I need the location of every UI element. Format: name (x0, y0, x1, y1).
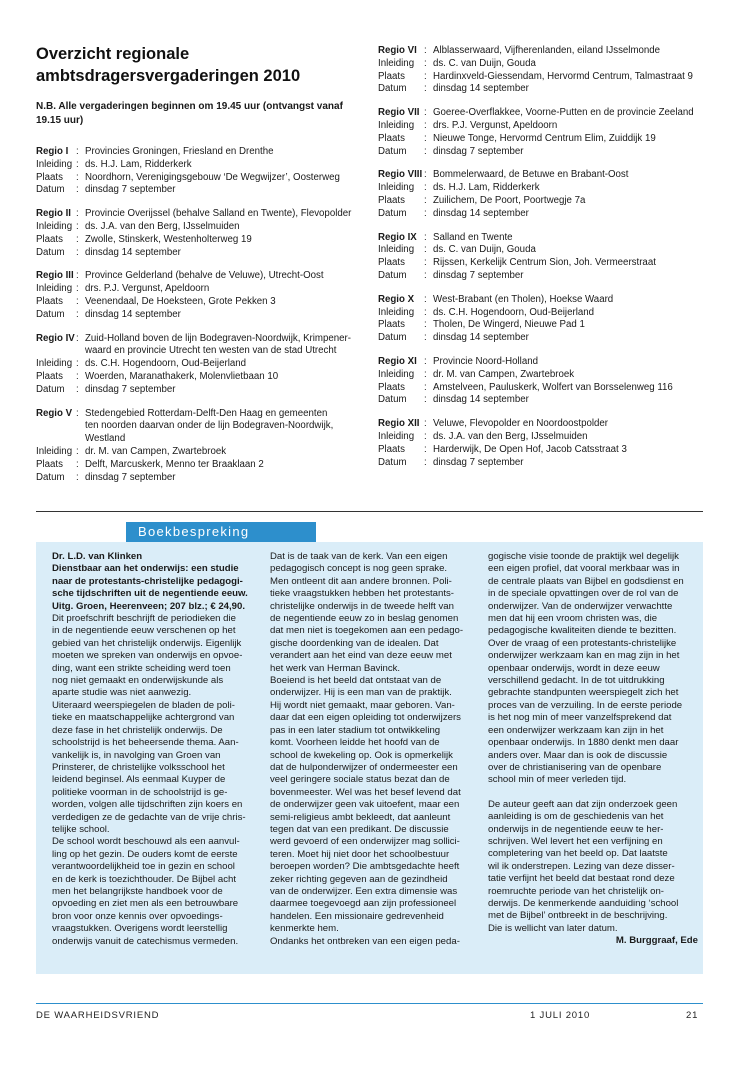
region-detail-row (36, 459, 364, 472)
region-label: Inleiding (378, 244, 415, 256)
region-detail-row (378, 444, 708, 457)
region-detail-row (378, 382, 708, 395)
region-detail-row (378, 457, 708, 470)
region-label: Plaats (378, 257, 405, 269)
region-detail-row (378, 182, 708, 195)
colon-separator: : (424, 207, 427, 219)
region-detail-row (36, 221, 364, 234)
region-label: Datum (36, 184, 65, 196)
region-value: Noordhorn, Verenigingsgebouw ‘De Wegwijzer’, Oosterweg (85, 171, 340, 183)
colon-separator: : (424, 319, 427, 331)
region-detail-row (378, 394, 708, 407)
colon-separator: : (76, 458, 79, 470)
review-signature: M. Burggraaf, Ede (615, 935, 698, 947)
region-label: Inleiding (378, 182, 415, 194)
colon-separator: : (424, 107, 427, 119)
colon-separator: : (424, 83, 427, 95)
region-detail-row (378, 208, 708, 221)
region-value: Amstelveen, Pauluskerk, Wolfert van Borsselenweg 116 (433, 381, 673, 393)
colon-separator: : (76, 383, 79, 395)
colon-separator: : (76, 171, 79, 183)
colon-separator: : (424, 430, 427, 442)
region-block (36, 146, 364, 197)
region-value: Zuilichem, De Poort, Poortwegje 7a (433, 194, 586, 206)
region-value: ds. C.H. Hogendoorn, Oud-Beijerland (433, 306, 595, 318)
colon-separator: : (424, 394, 427, 406)
region-label: Plaats (378, 381, 405, 393)
regions-right-column (378, 45, 708, 480)
region-value: ds. J.A. van den Berg, IJsselmuiden (85, 220, 240, 232)
region-value: Tholen, De Wingerd, Nieuwe Pad 1 (433, 319, 585, 331)
region-label: Regio VI (378, 45, 417, 56)
region-label: Plaats (36, 458, 63, 470)
region-label: Datum (378, 83, 407, 95)
colon-separator: : (76, 270, 79, 282)
region-value: ds. C.H. Hogendoorn, Oud-Beijerland (85, 358, 247, 370)
region-detail-row (36, 371, 364, 384)
region-value: Rijssen, Kerkelijk Centrum Sion, Joh. Vermeerstraat (433, 257, 656, 269)
region-detail-row (378, 431, 708, 444)
footer-publication: DE WAARHEIDSVRIEND (36, 1010, 160, 1021)
region-value: dinsdag 14 september (433, 83, 529, 95)
region-label: Plaats (378, 132, 405, 144)
region-label: Datum (378, 456, 407, 468)
region-label: Inleiding (378, 306, 415, 318)
region-detail-row (36, 309, 364, 322)
region-label: Inleiding (36, 220, 73, 232)
region-block (378, 356, 708, 407)
region-detail-row (378, 58, 708, 71)
review-text-3b: De auteur geeft aan dat zijn onderzoek geen aanleiding is om de geschiedenis van het onderwijs in de negentiende eeuw te her- schrijven. Wel levert het een verfijning en completering van het beeld op. Dat laatste wil ik onderstrepen. Lezing van deze disser- tatie verfijnt het beeld dat bestaat rond deze roemruchte periode van het christelijk on- derwijs. De kenmerkende aanduiding ‘school met de Bijbel’ ontbreekt in de beschrijving. Die is wellicht van later datum. (488, 798, 679, 934)
region-block (36, 408, 364, 485)
region-detail-row (36, 283, 364, 296)
region-block (378, 45, 708, 96)
region-label: Plaats (378, 443, 405, 455)
region-label: Inleiding (36, 158, 73, 170)
colon-separator: : (424, 132, 427, 144)
colon-separator: : (76, 295, 79, 307)
colon-separator: : (424, 145, 427, 157)
region-value: dinsdag 14 september (85, 246, 181, 258)
page-title: Overzicht regionale ambtsdragersvergaderingen 2010 (36, 45, 301, 85)
region-value: Delft, Marcuskerk, Menno ter Braaklaan 2 (85, 458, 264, 470)
footer-rule (36, 1003, 703, 1004)
region-detail-row (378, 319, 708, 332)
meeting-time-note: N.B. Alle vergaderingen beginnen om 19.45 uur (ontvangst vanaf 19.15 uur) (36, 101, 343, 126)
region-detail-row (378, 244, 708, 257)
region-label: Regio IV (36, 332, 75, 344)
region-label: Regio III (36, 270, 74, 282)
region-label: Plaats (36, 295, 63, 307)
region-detail-row (378, 270, 708, 283)
footer-date: 1 JULI 2010 (530, 1010, 591, 1021)
colon-separator: : (424, 194, 427, 206)
region-value: Veluwe, Flevopolder en Noordoostpolder (433, 418, 609, 430)
region-label: Inleiding (378, 119, 415, 131)
colon-separator: : (76, 158, 79, 170)
colon-separator: : (424, 182, 427, 194)
region-label: Datum (378, 332, 407, 344)
colon-separator: : (76, 471, 79, 483)
region-label: Plaats (36, 370, 63, 382)
region-value: dinsdag 7 september (433, 456, 524, 468)
region-value: dinsdag 7 september (433, 269, 524, 281)
region-label: Datum (36, 246, 65, 258)
region-value: ds. C. van Duijn, Gouda (433, 244, 536, 256)
region-detail-row (36, 384, 364, 397)
region-value: Hardinxveld-Giessendam, Hervormd Centrum, Talmastraat 9 (433, 70, 693, 82)
regions-left-column (36, 146, 364, 495)
region-block (378, 232, 708, 283)
region-detail-row (378, 133, 708, 146)
region-label: Datum (378, 269, 407, 281)
review-text-2: Dat is de taak van de kerk. Van een eigen pedagogisch concept is nog geen sprake. Men ontleent dit aan andere bronnen. Poli- tieke vraagstukken hebben het protestants- christelijke onderwijs in de tweede helft van de negentiende eeuw zo in beslag genomen dat men niet is toegekomen aan een pedago- gische doordenking van de idealen. Dat verandert aan het eind van deze eeuw met het werk van Herman Bavinck. Boeiend is het beeld dat ontstaat van de onderwijzer. Hij is een man van de praktijk. Hij wordt niet gemaakt, maar geboren. Van- daar dat een eigen opleiding tot onderwijzers pas in een later stadium tot ontwikkeling komt. Voorheen leidde het hoofd van de school de kwekeling op. Ook is opmerkelijk dat de hulponderwijzer of ondermeester een veel geringere sociale status bezat dan de bovenmeester. Wel was het besef levend dat de onderwijzer geen vak uitoefent, maar een semi-religieus ambt bekleedt, dat aanleunt tegen dat van een predikant. De discussie werd gevoerd of een onderwijzer mag sollici- teren. Moet hij niet door het schoolbestuur beroepen worden? Die ambtsgedachte heeft zeker richting gegeven aan de gezindheid van de onderwijzer. Een extra dimensie was daarmee toegevoegd aan zijn professioneel handelen. Een missionaire gedrevenheid kenmerkte hem. Ondanks het ontbreken van een eigen peda- (270, 551, 464, 947)
footer-page-number: 21 (686, 1010, 699, 1021)
region-label: Inleiding (378, 368, 415, 380)
region-value: ds. H.J. Lam, Ridderkerk (85, 158, 192, 170)
region-value: Alblasserwaard, Vijfherenlanden, eiland IJsselmonde (433, 45, 661, 56)
review-heading: Boekbespreking (126, 522, 316, 542)
region-value: Harderwijk, De Open Hof, Jacob Catsstraat 3 (433, 443, 627, 455)
region-value: dinsdag 7 september (85, 184, 176, 196)
colon-separator: : (424, 231, 427, 243)
region-value: Zuid-Holland boven de lijn Bodegraven-Noordwijk, Krimpener- waard en provincie Utrecht ten westen van de stad Utrecht (85, 332, 351, 357)
region-value: Goeree-Overflakkee, Voorne-Putten en de provincie Zeeland (433, 107, 694, 119)
review-book-info: Dr. L.D. van Klinken Dienstbaar aan het onderwijs: een studie naar de protestants-christelijke pedagogi- sche tijdschriften uit de negentiende eeuw. Uitg. Groen, Heerenveen; 207 blz.; € 24,90. (52, 551, 248, 612)
region-name-row (36, 270, 364, 283)
region-value: ds. J.A. van den Berg, IJsselmuiden (433, 430, 588, 442)
colon-separator: : (76, 358, 79, 370)
region-label: Inleiding (378, 57, 415, 69)
region-label: Plaats (378, 194, 405, 206)
region-label: Regio XII (378, 418, 420, 430)
region-label: Inleiding (36, 445, 73, 457)
colon-separator: : (424, 269, 427, 281)
region-name-row (378, 107, 708, 120)
region-value: Nieuwe Tonge, Hervormd Centrum Elim, Zuiddijk 19 (433, 132, 656, 144)
colon-separator: : (424, 456, 427, 468)
region-value: dinsdag 7 september (433, 145, 524, 157)
region-value: Province Gelderland (behalve de Veluwe), Utrecht-Oost (85, 270, 324, 282)
region-detail-row (36, 358, 364, 371)
colon-separator: : (76, 370, 79, 382)
region-value: Zwolle, Stinskerk, Westenholterweg 19 (85, 233, 252, 245)
colon-separator: : (424, 169, 427, 181)
region-label: Regio VIII (378, 169, 423, 181)
colon-separator: : (424, 368, 427, 380)
region-value: dinsdag 7 september (85, 471, 176, 483)
region-detail-row (36, 247, 364, 260)
region-detail-row (378, 120, 708, 133)
review-column-1 (52, 551, 262, 948)
region-name-row (378, 294, 708, 307)
region-label: Plaats (378, 70, 405, 82)
colon-separator: : (76, 233, 79, 245)
region-detail-row (36, 472, 364, 485)
region-detail-row (36, 172, 364, 185)
region-value: Provincie Noord-Holland (433, 355, 538, 367)
region-block (378, 107, 708, 158)
region-block (378, 169, 708, 220)
colon-separator: : (424, 244, 427, 256)
colon-separator: : (76, 445, 79, 457)
region-label: Datum (378, 394, 407, 406)
region-value: drs. P.J. Vergunst, Apeldoorn (85, 283, 210, 295)
region-name-row (378, 45, 708, 58)
region-value: Woerden, Maranathakerk, Molenvlietbaan 10 (85, 370, 279, 382)
region-detail-row (36, 159, 364, 172)
region-label: Regio I (36, 146, 69, 157)
region-label: Plaats (36, 233, 63, 245)
colon-separator: : (76, 283, 79, 295)
region-value: Provincie Overijssel (behalve Salland en Twente), Flevopolder (85, 208, 352, 220)
region-label: Regio VII (378, 107, 420, 119)
region-block (378, 418, 708, 469)
region-value: West-Brabant (en Tholen), Hoekse Waard (433, 293, 614, 305)
region-value: dr. M. van Campen, Zwartebroek (85, 445, 227, 457)
region-detail-row (36, 184, 364, 197)
region-label: Datum (378, 207, 407, 219)
colon-separator: : (424, 443, 427, 455)
region-label: Datum (36, 471, 65, 483)
region-value: dinsdag 14 september (433, 207, 529, 219)
region-name-row (378, 232, 708, 245)
region-name-row (378, 418, 708, 431)
region-name-row (378, 169, 708, 182)
region-value: dr. M. van Campen, Zwartebroek (433, 368, 575, 380)
region-label: Regio II (36, 208, 71, 220)
region-value: dinsdag 14 september (433, 394, 529, 406)
region-detail-row (378, 257, 708, 270)
region-name-row (36, 208, 364, 221)
region-label: Inleiding (36, 358, 73, 370)
colon-separator: : (424, 306, 427, 318)
colon-separator: : (76, 407, 79, 419)
region-block (36, 270, 364, 321)
colon-separator: : (424, 355, 427, 367)
colon-separator: : (76, 208, 79, 220)
colon-separator: : (424, 381, 427, 393)
colon-separator: : (76, 220, 79, 232)
colon-separator: : (76, 332, 79, 344)
region-label: Datum (36, 308, 65, 320)
colon-separator: : (424, 332, 427, 344)
review-column-2 (270, 551, 480, 948)
region-value: dinsdag 7 september (85, 383, 176, 395)
region-label: Inleiding (378, 430, 415, 442)
region-detail-row (378, 83, 708, 96)
region-value: dinsdag 14 september (85, 308, 181, 320)
review-column-3 (488, 551, 698, 948)
region-name-row (36, 146, 364, 159)
region-value: Veenendaal, De Hoeksteen, Grote Pekken 3 (85, 295, 276, 307)
region-detail-row (378, 195, 708, 208)
region-detail-row (378, 307, 708, 320)
colon-separator: : (76, 246, 79, 258)
region-value: ds. H.J. Lam, Ridderkerk (433, 182, 540, 194)
region-label: Datum (378, 145, 407, 157)
region-label: Regio X (378, 293, 415, 305)
region-block (36, 208, 364, 259)
region-label: Plaats (36, 171, 63, 183)
region-label: Regio XI (378, 355, 417, 367)
colon-separator: : (424, 45, 427, 56)
colon-separator: : (424, 70, 427, 82)
region-value: Bommelerwaard, de Betuwe en Brabant-Oost (433, 169, 629, 181)
colon-separator: : (424, 119, 427, 131)
region-label: Regio V (36, 407, 73, 419)
colon-separator: : (76, 308, 79, 320)
region-detail-row (378, 146, 708, 159)
region-value: Salland en Twente (433, 231, 513, 243)
colon-separator: : (424, 293, 427, 305)
region-block (36, 333, 364, 397)
region-block (378, 294, 708, 345)
region-detail-row (378, 71, 708, 84)
region-value: Provincies Groningen, Friesland en Drenthe (85, 146, 274, 157)
colon-separator: : (76, 184, 79, 196)
region-name-row (36, 408, 364, 446)
review-text-3a: gogische visie toonde de praktijk wel degelijk een eigen profiel, dat vooral merkbaar was in de centrale plaats van Bijbel en godsdienst en in de speciale opvattingen over de rol van de onderwijzer. Van de onderwijzer verwachtte men dat hij een vroom christen was, die pedagogische kwaliteiten diende te bezitten. Over de vraag of een protestants-christelijke onderwijzer werkzaam kan en mag zijn in het openbaar onderwijs, wordt in deze eeuw verschillend gedacht. In de tot uitdrukking gebrachte standpunten weerspiegelt zich het proces van de verzuiling. In de eerste periode is het nog min of meer vanzelfsprekend dat een onderwijzer werkzaam kan zijn in het openbaar onderwijs. In 1880 denkt men daar anders over. Maar dan is ook de discussie over de christianisering van de openbare school min of meer verleden tijd. (488, 551, 684, 786)
region-label: Inleiding (36, 283, 73, 295)
region-label: Plaats (378, 319, 405, 331)
colon-separator: : (424, 257, 427, 269)
region-name-row (378, 356, 708, 369)
region-label: Datum (36, 383, 65, 395)
region-name-row (36, 333, 364, 359)
colon-separator: : (424, 57, 427, 69)
review-text-1: Dit proefschrift beschrijft de periodieken die in de negentiende eeuw verschenen op het gebied van het christelijk onderwijs. Eigenlijk moeten we spreken van onderwijs en opvoe- ding, want een strikte scheiding werd toen nog niet gemaakt en onderwijskunde als aparte studie was niet aanwezig. Uiteraard weerspiegelen de bladen de poli- tieke en maatschappelijke achtergrond van deze fase in het christelijk onderwijs. De schoolstrijd is het beheersende thema. Aan- vankelijk is, in navolging van Groen van Prinsterer, de christelijke volksschool het leidend beginsel. Als eenmaal Kuyper de politieke voorman in de schoolstrijd is ge- worden, volgen alle tijdschriften zijn koers en verdedigen ze de gedachte van de vrije chris- telijke school. De school wordt beschouwd als een aanvul- ling op het gezin. De ouders komt de eerste verantwoordelijkheid toe in gezin en school en de kerk is toezichthouder. De Bijbel acht men het belangrijkste handboek voor de opvoeding en ziet men als een betrouwbare bron voor onze kennis over opvoedings- vraagstukken. Overigens wordt leerstellig onderwijs vanuit de catechismus vermeden. (52, 613, 246, 947)
region-value: dinsdag 14 september (433, 332, 529, 344)
region-detail-row (378, 369, 708, 382)
region-value: drs. P.J. Vergunst, Apeldoorn (433, 119, 558, 131)
colon-separator: : (76, 146, 79, 157)
region-detail-row (36, 296, 364, 309)
region-value: Stedengebied Rotterdam-Delft-Den Haag en gemeenten ten noorden daarvan onder de lijn Bodegraven-Noordwijk, Westland (85, 407, 334, 445)
colon-separator: : (424, 418, 427, 430)
section-divider (36, 511, 703, 512)
region-label: Regio IX (378, 231, 417, 243)
region-detail-row (378, 332, 708, 345)
region-detail-row (36, 234, 364, 247)
region-value: ds. C. van Duijn, Gouda (433, 57, 536, 69)
region-detail-row (36, 446, 364, 459)
